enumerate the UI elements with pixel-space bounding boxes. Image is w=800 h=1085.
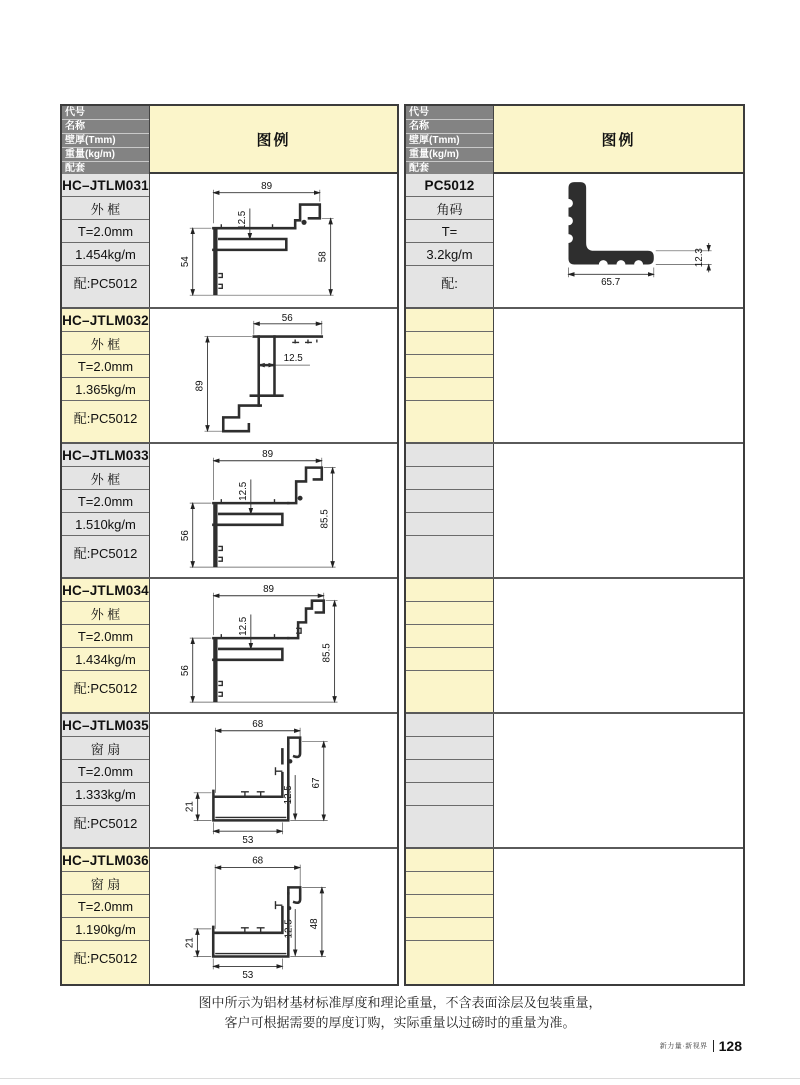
dim-left: 21 [184,937,196,949]
profile-name: 窗 扇 [62,872,149,895]
profile-name [406,602,493,625]
header-match-label: 配套 [406,162,493,175]
footer-note [0,993,800,1033]
profile-name [406,467,493,490]
dim-top: 68 [252,718,264,730]
profile-thickness [406,760,493,783]
profile-thickness: T=2.0mm [62,220,149,243]
table-row [62,579,397,714]
profile-thickness: T=2.0mm [62,760,149,783]
dim-top: 89 [261,180,273,192]
profile-match [406,536,493,577]
profile-name: 窗 扇 [62,737,149,760]
dim-inner: 12.5 [236,210,248,230]
profile-weight: 1.365kg/m [62,378,149,401]
profile-code [406,579,493,602]
dim-inner: 12.5 [237,616,249,636]
profile-drawing-034 [150,579,397,712]
right-table-header [406,106,743,174]
empty-drawing-cell [494,849,743,984]
table-row [406,174,743,309]
profile-weight: 1.510kg/m [62,513,149,536]
profile-drawing-036 [150,849,397,984]
dim-inner: 12.5 [283,785,295,805]
dim-right: 67 [310,777,322,789]
scan-edge-line [0,1078,800,1079]
profile-weight: 1.333kg/m [62,783,149,806]
profile-match: 配: [406,266,493,307]
profile-weight: 1.454kg/m [62,243,149,266]
profile-code: HC–JTLM034 [62,579,149,602]
table-row-empty [406,444,743,579]
dim-bottom: 53 [242,970,254,982]
profile-thickness: T=2.0mm [62,895,149,918]
dim-right: 85.5 [319,509,331,529]
page-info [660,1038,742,1054]
dim-right: 58 [317,251,329,263]
profile-match: 配:PC5012 [62,536,149,577]
profile-weight [406,378,493,401]
profile-code: HC–JTLM033 [62,444,149,467]
header-weight-label: 重量(kg/m) [406,148,493,162]
profile-thickness [406,355,493,378]
profile-name [406,872,493,895]
profile-code: HC–JTLM035 [62,714,149,737]
header-thickness-label: 壁厚(Tmm) [406,134,493,148]
brand-slogan: 新力量·新视界 [659,1043,708,1050]
header-code-label: 代号 [406,106,493,120]
profile-code [406,444,493,467]
table-row-empty [406,579,743,714]
profile-name: 角码 [406,197,493,220]
profile-code: PC5012 [406,174,493,197]
dim-inner: 12.5 [283,353,303,365]
dim-left: 56 [179,665,191,677]
dim-inner: 12.5 [283,919,295,939]
dim-bottom: 65.7 [601,277,621,289]
table-row-empty [406,309,743,444]
page-number: 128 [718,1038,742,1054]
profile-match [406,401,493,442]
profile-code: HC–JTLM036 [62,849,149,872]
profile-drawing-031 [150,174,397,307]
footer-note-line2: 客户可根据需要的厚度订购，实际重量以过磅时的重量为准。 [224,1015,576,1030]
dim-left: 56 [179,530,191,542]
dim-left: 54 [179,256,191,268]
dim-right: 85.5 [321,643,333,663]
profile-match [406,671,493,712]
profile-name: 外 框 [62,602,149,625]
dim-top: 56 [281,312,293,324]
profile-thickness: T=2.0mm [62,355,149,378]
spec-tables [60,104,745,986]
dim-top: 68 [252,855,264,867]
header-code-label: 代号 [62,106,149,120]
header-match-label: 配套 [62,162,149,175]
profile-match: 配:PC5012 [62,941,149,984]
left-table-header [62,106,397,174]
profile-weight [406,918,493,941]
profile-code [406,309,493,332]
header-name-label: 名称 [62,120,149,134]
page-divider [713,1040,714,1052]
profile-drawing-035 [150,714,397,847]
profile-code [406,714,493,737]
table-row [62,849,397,984]
empty-drawing-cell [494,309,743,442]
header-label-column [62,106,150,172]
dim-right: 12.3 [693,248,705,268]
profile-drawing-033 [150,444,397,577]
table-row [62,444,397,579]
left-spec-table [60,104,399,986]
profile-weight [406,648,493,671]
table-row-empty [406,849,743,984]
profile-weight [406,783,493,806]
profile-match: 配:PC5012 [62,806,149,847]
profile-match [406,941,493,984]
profile-weight: 1.190kg/m [62,918,149,941]
header-name-label: 名称 [406,120,493,134]
dim-top: 89 [263,583,275,595]
header-thickness-label: 壁厚(Tmm) [62,134,149,148]
profile-weight [406,513,493,536]
profile-name: 外 框 [62,467,149,490]
profile-match: 配:PC5012 [62,266,149,307]
dim-left: 89 [194,380,206,392]
right-spec-table [404,104,745,986]
table-row [62,714,397,849]
legend-header: 图例 [494,106,743,172]
dim-inner: 12.5 [237,481,249,501]
empty-drawing-cell [494,579,743,712]
profile-code [406,849,493,872]
legend-header: 图例 [150,106,397,172]
profile-code: HC–JTLM031 [62,174,149,197]
profile-weight: 1.434kg/m [62,648,149,671]
profile-name [406,737,493,760]
empty-drawing-cell [494,444,743,577]
header-weight-label: 重量(kg/m) [62,148,149,162]
table-row [62,174,397,309]
profile-match: 配:PC5012 [62,671,149,712]
profile-match: 配:PC5012 [62,401,149,442]
profile-code: HC–JTLM032 [62,309,149,332]
header-label-column [406,106,494,172]
empty-drawing-cell [494,714,743,847]
profile-name: 外 框 [62,332,149,355]
profile-name: 外 框 [62,197,149,220]
profile-drawing-032 [150,309,397,442]
dim-left: 21 [184,801,196,813]
table-row-empty [406,714,743,849]
table-row [62,309,397,444]
profile-thickness: T=2.0mm [62,490,149,513]
profile-thickness: T= [406,220,493,243]
dim-top: 89 [262,448,274,460]
profile-thickness: T=2.0mm [62,625,149,648]
footer-note-line1: 图中所示为铝材基材标准厚度和理论重量，不含表面涂层及包装重量， [198,995,602,1010]
profile-name [406,332,493,355]
profile-thickness [406,625,493,648]
corner-bracket-drawing-pc5012 [494,174,743,307]
profile-thickness [406,490,493,513]
profile-match [406,806,493,847]
profile-thickness [406,895,493,918]
dim-right: 48 [308,918,320,930]
dim-bottom: 53 [242,835,254,847]
profile-weight: 3.2kg/m [406,243,493,266]
